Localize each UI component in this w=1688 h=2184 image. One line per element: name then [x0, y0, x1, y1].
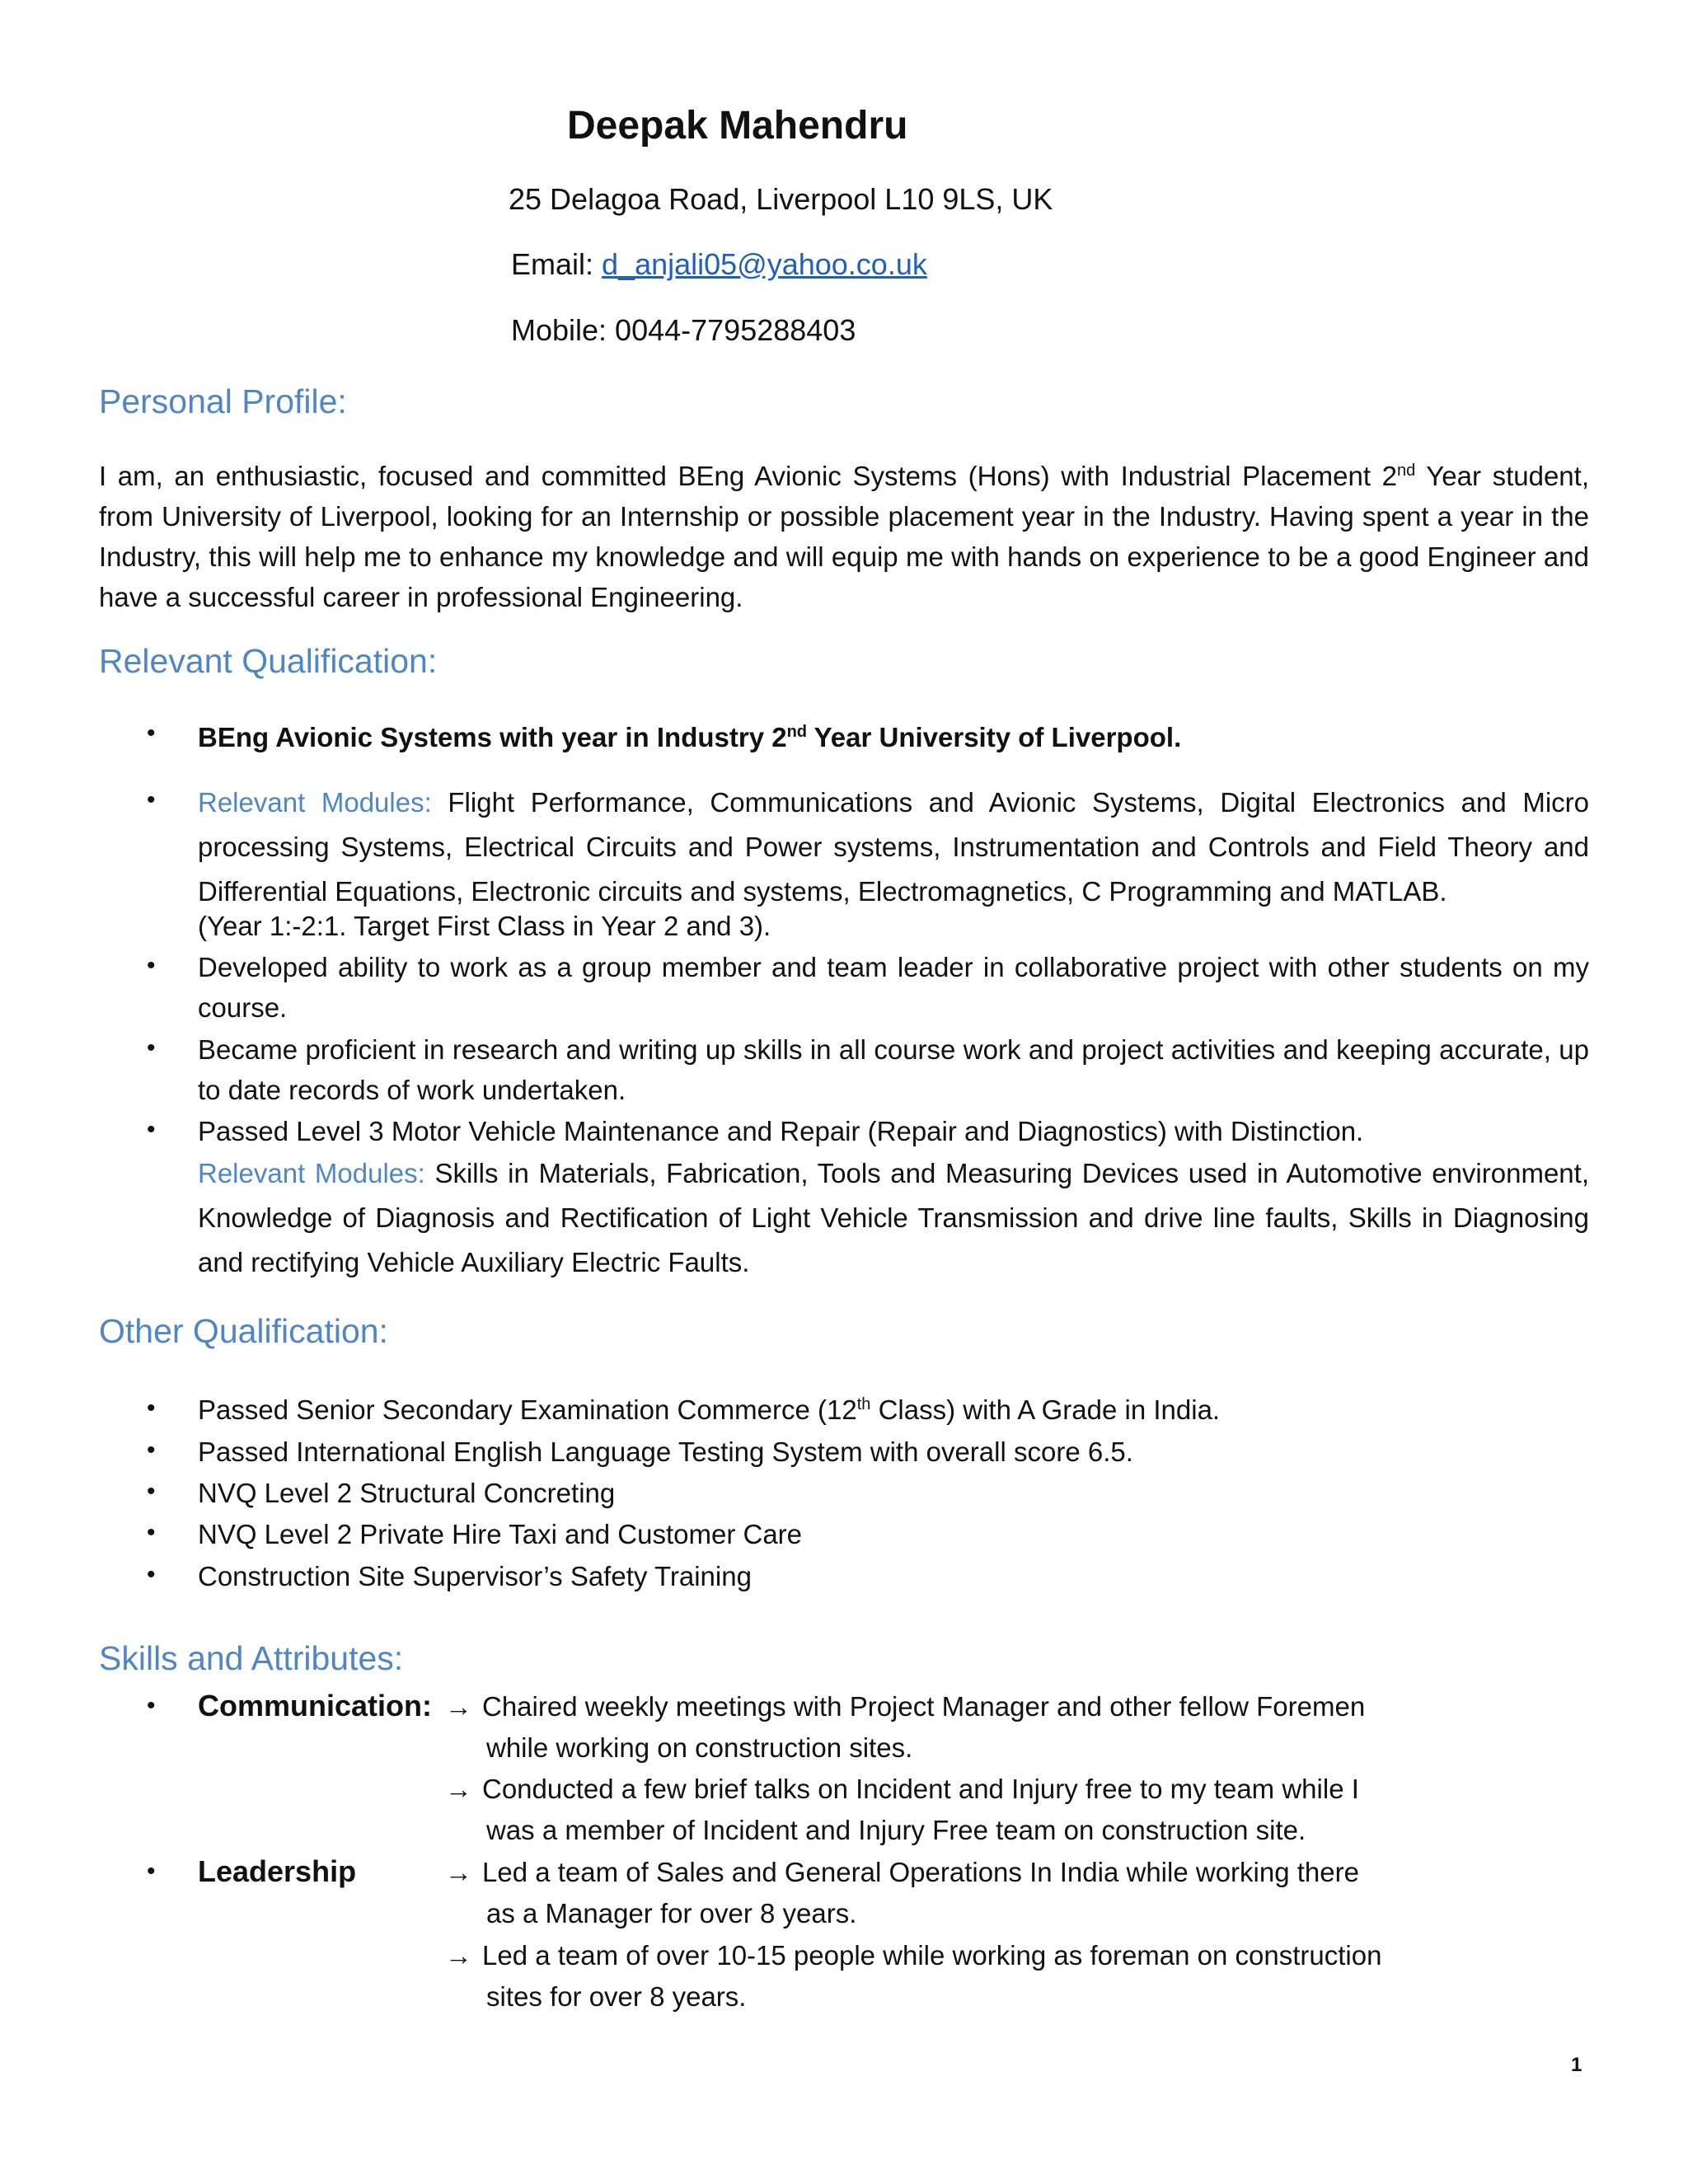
- other-item-3: NVQ Level 2 Structural Concreting: [198, 1478, 616, 1508]
- bullet: •: [147, 786, 156, 813]
- heading-relevant-qualification: Relevant Qualification:: [99, 642, 438, 680]
- relevant-item-4: Became proficient in research and writing up skills in all course work and project activities and keeping accurate, up to date records of work undertaken.: [198, 1034, 1589, 1105]
- profile-paragraph: [99, 456, 1589, 617]
- heading-skills-attributes: Skills and Attributes:: [99, 1639, 404, 1677]
- degree-b: Year University of Liverpool.: [807, 722, 1182, 752]
- arrow-icon: →: [445, 1940, 472, 1971]
- lead-2-line-2: sites for over 8 years.: [486, 1981, 747, 2012]
- comm-2-line-1: Conducted a few brief talks on Incident and Injury free to my team while I: [482, 1774, 1359, 1804]
- bullet: •: [147, 952, 156, 979]
- other-item-1-b: Class) with A Grade in India.: [870, 1394, 1221, 1425]
- lead-2-line-1: Led a team of over 10-15 people while working as foreman on construction: [482, 1940, 1382, 1971]
- modules-text: Flight Performance, Communications and Avionic Systems, Digital Electronics and Micro processing Systems, Electrical Circuits and Power systems, Instrumentation and Controls and Field Theory and Differential Equations, Electronic circuits and systems, Electromagnetics, C Programming and MATLAB.: [198, 787, 1590, 907]
- arrow-icon: →: [445, 1774, 472, 1804]
- profile-sup: nd: [1397, 462, 1416, 480]
- email-link[interactable]: d_anjali05@yahoo.co.uk: [602, 247, 927, 281]
- comm-2-line-2: was a member of Incident and Injury Free team on construction site.: [486, 1815, 1306, 1845]
- degree-a: BEng Avionic Systems with year in Industry 2: [198, 722, 787, 752]
- degree-item: [198, 717, 1589, 757]
- relevant-item-3: Developed ability to work as a group member and team leader in collaborative project with other students on my course.: [198, 952, 1589, 1023]
- other-item-1: [198, 1390, 1589, 1430]
- bullet: •: [147, 1692, 156, 1719]
- bullet: •: [147, 1394, 156, 1422]
- bullet: •: [147, 1858, 156, 1885]
- skill-leadership-label: Leadership: [198, 1854, 357, 1888]
- comm-1-line-2: while working on construction sites.: [486, 1732, 913, 1763]
- lead-1-line-2: as a Manager for over 8 years.: [486, 1898, 857, 1929]
- other-item-1-a: Passed Senior Secondary Examination Commerce (12: [198, 1394, 857, 1425]
- modules2-label: Relevant Modules:: [198, 1158, 435, 1188]
- bullet: •: [147, 1478, 156, 1505]
- modules-item: [198, 780, 1589, 914]
- relevant-item-5: Passed Level 3 Motor Vehicle Maintenance and Repair (Repair and Diagnostics) with Distinction.: [198, 1116, 1364, 1146]
- comm-1-line-1: Chaired weekly meetings with Project Manager and other fellow Foremen: [482, 1691, 1366, 1722]
- mobile: Mobile: 0044-7795288403: [511, 313, 856, 347]
- modules-label: Relevant Modules:: [198, 787, 448, 818]
- bullet: •: [147, 1436, 156, 1464]
- email-line: [511, 247, 927, 282]
- bullet: •: [147, 1116, 156, 1143]
- page-number: 1: [1571, 2054, 1582, 2076]
- bullet: •: [147, 1519, 156, 1546]
- bullet: •: [147, 1561, 156, 1588]
- profile-text-a: I am, an enthusiastic, focused and committed BEng Avionic Systems (Hons) with Industrial Placement 2: [99, 461, 1397, 491]
- modules2-text: Skills in Materials, Fabrication, Tools and Measuring Devices used in Automotive environment, Knowledge of Diagnosis and Rectification of Light Vehicle Transmission and drive line faults, Skills in Diagnosing and rectifying Vehicle Auxiliary Electric Faults.: [198, 1158, 1589, 1277]
- other-item-4: NVQ Level 2 Private Hire Taxi and Customer Care: [198, 1519, 803, 1549]
- other-item-2: Passed International English Language Testing System with overall score 6.5.: [198, 1436, 1133, 1467]
- degree-sup: nd: [786, 723, 808, 741]
- lead-1-line-1: Led a team of Sales and General Operations In India while working there: [482, 1857, 1359, 1887]
- other-item-5: Construction Site Supervisor’s Safety Training: [198, 1561, 752, 1591]
- email-label: Email:: [511, 247, 603, 281]
- profile-text-b: Year student, from University of Liverpool, looking for an Internship or possible placement year in the Industry. Having spent a year in the Industry, this will help me to enhance my knowledge and will equip me with hands on experience to be a good Engineer and have a successful career in professional Engineering.: [99, 461, 1589, 612]
- address: 25 Delagoa Road, Liverpool L10 9LS, UK: [509, 182, 1053, 216]
- heading-personal-profile: Personal Profile:: [99, 382, 347, 420]
- other-item-1-sup: th: [856, 1395, 871, 1413]
- year-note: (Year 1:-2:1. Target First Class in Year 2 and 3).: [198, 911, 771, 941]
- arrow-icon: →: [445, 1691, 472, 1722]
- bullet: •: [147, 1034, 156, 1062]
- modules2-item: [198, 1151, 1589, 1285]
- bullet: •: [147, 719, 156, 747]
- heading-other-qualification: Other Qualification:: [99, 1312, 388, 1350]
- skill-communication-label: Communication:: [198, 1689, 432, 1722]
- arrow-icon: →: [445, 1857, 472, 1887]
- candidate-name: Deepak Mahendru: [567, 104, 908, 148]
